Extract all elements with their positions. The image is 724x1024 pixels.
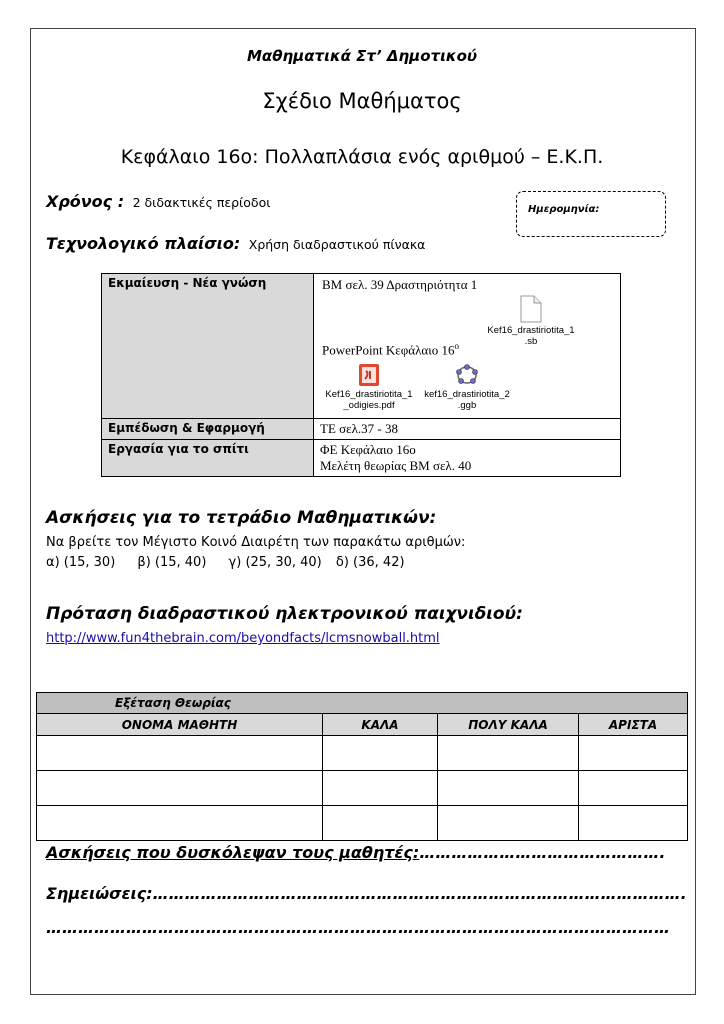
table-row [37,771,688,806]
table-cell[interactable] [579,736,688,771]
file-attachment[interactable] [476,295,586,347]
grades-caption: Εξέταση Θεωρίας [37,693,688,714]
table-cell[interactable] [579,771,688,806]
grades-table [36,692,688,841]
notes-label: Σημειώσεις: [46,884,153,903]
resources-row-label: Εργασία για το σπίτι [102,440,314,477]
tech-row [46,234,425,254]
page-title: Σχέδιο Μαθήματος [262,89,462,113]
notes-line [46,884,687,903]
resource-text: PowerPoint Κεφάλαιο 16 [322,342,455,358]
subject-heading: Μαθηματικά Στ’ Δημοτικού [246,47,478,65]
table-cell[interactable] [323,771,438,806]
column-header: ΚΑΛΑ [323,714,438,736]
notes-extra-line: ……………………………………………………………………………………………………… [46,918,670,937]
date-label: Ημερομηνία: [528,204,600,215]
grades-header-row [37,714,688,736]
file-name: _odigies.pdf [343,400,395,411]
grades-caption-row [37,693,688,714]
tech-value: Χρήση διαδραστικού πίνακα [248,237,426,252]
exercises-list [46,555,405,570]
game-link[interactable]: http://www.fun4thebrain.com/beyondfacts/lcmsnowball.html [46,631,440,646]
file-name: Kef16_drastiriotita_1 [325,389,413,400]
resource-text [322,341,459,358]
date-box [516,191,666,237]
blank-file-icon [520,295,542,323]
table-cell[interactable] [438,806,579,841]
table-cell[interactable] [37,806,323,841]
resource-text: ΒΜ σελ. 39 Δραστηριότητα 1 [322,277,478,292]
time-row [46,192,270,212]
resource-text: Μελέτη θεωρίας ΒΜ σελ. 40 [320,458,472,473]
table-cell[interactable] [37,771,323,806]
exercise-item: β) (15, 40) [137,555,207,570]
resources-row-label: Εκμαίευση - Νέα γνώση [102,274,314,419]
table-row [37,806,688,841]
chapter-title: Κεφάλαιο 16ο: Πολλαπλάσια ενός αριθμού – Ε.Κ.Π. [120,146,604,168]
file-name: kef16_drastiriotita_2 [424,389,510,400]
table-cell[interactable] [438,736,579,771]
table-cell[interactable] [438,771,579,806]
difficult-exercises-label: Ασκήσεις που δυσκόλεψαν τους μαθητές: [46,843,420,862]
table-cell[interactable] [579,806,688,841]
table-row [37,736,688,771]
column-header: ΟΝΟΜΑ ΜΑΘΗΤΗ [37,714,323,736]
column-header: ΑΡΙΣΤΑ [579,714,688,736]
pdf-file-icon [358,363,380,387]
file-name: Kef16_drastiriotita_1 [487,325,575,336]
difficult-exercises-line [46,843,665,862]
resource-text: ΦΕ Κεφάλαιο 16ο [320,442,416,457]
resource-sup: ο [454,341,459,351]
file-attachment[interactable] [412,363,522,411]
resources-row [102,440,621,477]
resources-table [101,273,621,477]
time-value: 2 διδακτικές περίοδοι [132,195,271,210]
file-name: .ggb [457,400,477,411]
table-cell[interactable] [323,736,438,771]
geogebra-file-icon [455,363,479,387]
time-label: Χρόνος : [46,192,125,211]
exercise-item: δ) (36, 42) [335,555,405,570]
resources-row [102,419,621,440]
table-cell[interactable] [37,736,323,771]
dotted-fill: ………………………………………………………………………………………. [152,884,687,903]
resources-row-content [314,274,621,419]
file-name: .sb [524,336,538,347]
exercise-item: γ) (25, 30, 40) [228,555,322,570]
resources-row [102,274,621,419]
exercises-heading: Ασκήσεις για το τετράδιο Μαθηματικών: [46,508,437,528]
exercise-item: α) (15, 30) [46,555,116,570]
resources-row-label: Εμπέδωση & Εφαρμογή [102,419,314,440]
dotted-fill: ………………………………………. [419,843,666,862]
column-header: ΠΟΛΥ ΚΑΛΑ [438,714,579,736]
table-cell[interactable] [323,806,438,841]
exercises-instruction: Να βρείτε τον Μέγιστο Κοινό Διαιρέτη των παρακάτω αριθμών: [46,535,466,550]
resource-text: ΤΕ σελ.37 - 38 [314,419,621,440]
tech-label: Τεχνολογικό πλαίσιο: [46,234,241,253]
resources-row-content [314,440,621,477]
file-attachment[interactable] [314,363,424,411]
game-heading: Πρόταση διαδραστικού ηλεκτρονικού παιχνιδιού: [46,604,523,624]
